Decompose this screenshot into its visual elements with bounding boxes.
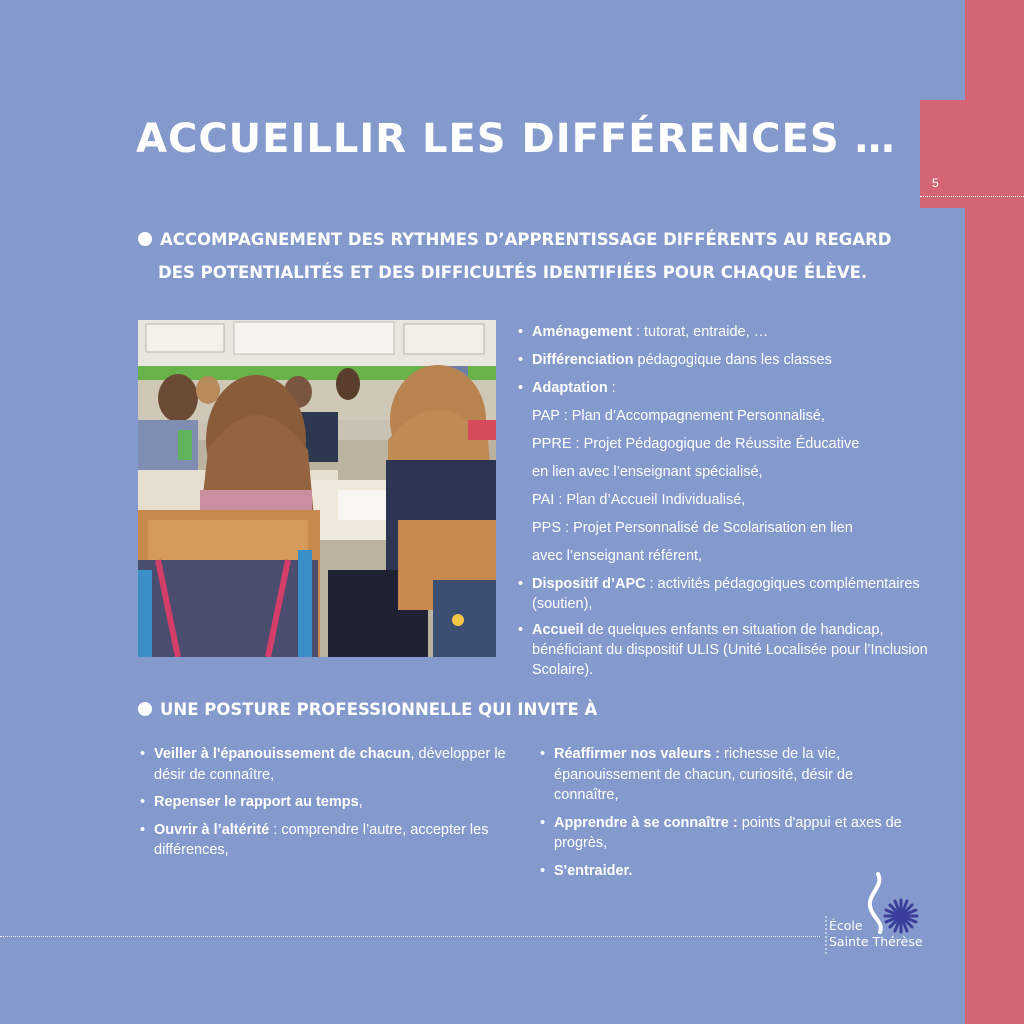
list-item [140,820,520,861]
list-item-text: : comprendre l’autre, accepter les différences, [154,821,489,858]
section-heading-line-2: DES POTENTIALITÉS ET DES DIFFICULTÉS IDENTIFIÉES POUR CHAQUE ÉLÈVE. [158,263,868,282]
classroom-photo [138,320,496,657]
list-subline: avec l’enseignant référent, [532,548,703,564]
list-item-keyword: Différenciation [532,352,634,368]
support-measures-list [518,318,928,686]
list-item-keyword: Repenser le rapport au temps [154,794,359,810]
list-item-text: pédagogique dans les classes [633,352,832,368]
list-item-keyword: Dispositif d’APC [532,576,646,592]
list-item-keyword: Apprendre à se connaître : [554,814,738,831]
list-item [540,813,920,854]
list-item-text: points d'appui et axes de progrès, [554,814,902,851]
list-subline: PAI : Plan d’Accueil Individualisé, [532,492,746,508]
school-name-line-1: École [829,918,863,933]
school-name-line-2: Sainte Thérèse [829,934,923,949]
bottom-dotted-line [0,936,820,937]
list-item-text: , [358,794,363,810]
bullet-dot-icon [138,702,152,716]
page-tab [920,100,965,208]
list-item-keyword: S'entraider. [554,862,633,879]
list-item-text: : [607,380,616,396]
list-item-text: , développer le désir de connaître, [154,746,506,783]
section-heading-posture [138,693,928,726]
list-item [518,346,928,374]
list-subline: en lien avec l’enseignant spécialisé, [532,464,763,480]
list-item-keyword: Réaffirmer nos valeurs : [554,746,721,762]
list-item [540,744,920,806]
list-item-text: richesse de la vie, épanouissement de chacun, curiosité, désir de connaître, [554,746,854,803]
section-heading-line-1: UNE POSTURE PROFESSIONNELLE QUI INVITE À [160,700,598,719]
list-item [518,374,928,402]
list-item-keyword: Veiller à l'épanouissement de chacun [154,746,411,762]
list-item [518,620,928,680]
list-subline: PPRE : Projet Pédagogique de Réussite Éducative [532,436,860,452]
posture-list-left [140,744,520,868]
list-item [518,574,928,614]
list-item-text: de quelques enfants en situation de handicap, bénéficiant du dispositif ULIS (Unité Localisée pour l’Inclusion Scolaire). [532,622,928,678]
list-item [140,744,520,785]
list-subline: PPS : Projet Personnalisé de Scolarisation en lien [532,520,853,536]
page-number: 5 [932,176,939,190]
bullet-dot-icon [138,232,152,246]
school-name [829,918,923,950]
page-title: ACCUEILLIR LES DIFFÉRENCES … [136,116,896,162]
right-accent-band [965,0,1024,1024]
list-item-keyword: Accueil [532,622,584,638]
list-item-text: : activités pédagogiques complémentaires (soutien), [532,576,920,612]
tab-dotted-line [920,196,1024,197]
list-item-text: : tutorat, entraide, … [631,324,769,340]
list-item [140,792,520,813]
list-item-keyword: Adaptation [532,380,608,396]
posture-list-right [540,744,920,888]
section-heading-accompagnement [138,223,928,289]
list-subline: PAP : Plan d’Accompagnement Personnalisé, [532,408,825,424]
list-item-keyword: Ouvrir à l’altérité [154,821,270,838]
section-heading-line-1: ACCOMPAGNEMENT DES RYTHMES D’APPRENTISSAGE DIFFÉRENTS AU REGARD [160,230,892,249]
list-item [518,318,928,346]
list-item-keyword: Aménagement [532,324,632,340]
